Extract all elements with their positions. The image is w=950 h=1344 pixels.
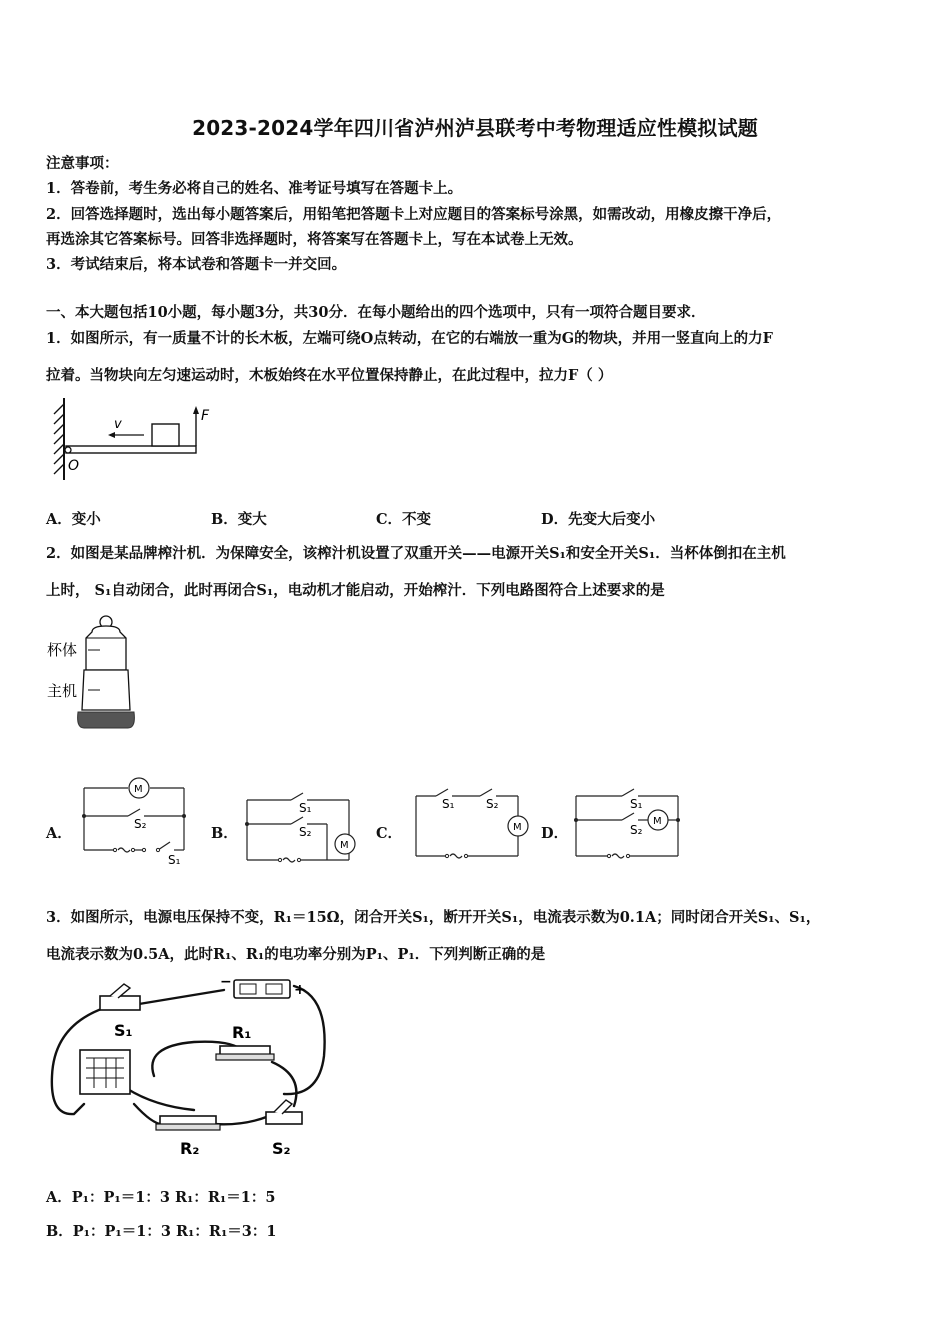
switch-s2-label: S₂	[486, 797, 499, 811]
battery-minus-label: −	[220, 976, 232, 990]
switch-s1-label: S₁	[114, 1021, 133, 1040]
circuit-d	[572, 786, 688, 864]
circuit-b	[243, 790, 359, 866]
notice-item: 3．考试结束后，将本试卷和答题卡一并交回。	[46, 256, 347, 273]
q3-circuit-figure	[44, 976, 334, 1166]
q1-lever-figure	[44, 396, 224, 482]
motor-label: M	[653, 816, 662, 827]
battery-plus-label: +	[294, 982, 306, 998]
switch-s2-label: S₂	[134, 817, 147, 831]
notice-heading: 注意事项：	[46, 155, 119, 172]
q2-option-c[interactable]: C．	[376, 825, 403, 842]
base-label: 主机	[47, 682, 78, 700]
q3-stem-line1: 3．如图所示，电源电压保持不变，R₁＝15Ω，闭合开关S₁，断开开关S₁，电流表示数为0.1A；同时闭合开关S₁、S₁，	[46, 909, 821, 926]
notice-item: 2．回答选择题时，选出每小题答案后，用铅笔把答题卡上对应题目的答案标号涂黑，如需改动，用橡皮擦干净后，	[46, 206, 782, 223]
cup-label: 杯体	[47, 641, 78, 659]
q1-stem-line2: 拉着。当物块向左匀速运动时，木板始终在水平位置保持静止，在此过程中，拉力F（ ）	[46, 367, 613, 384]
q2-stem-line1: 2．如图是某品牌榨汁机．为保障安全，该榨汁机设置了双重开关——电源开关S₁和安全开关S₁．当杯体倒扣在主机	[46, 545, 786, 562]
switch-s2-label: S₂	[299, 825, 312, 839]
switch-s1-label: S₁	[168, 853, 181, 867]
q2-stem-line2: 上时， S₁自动闭合，此时再闭合S₁，电动机才能启动，开始榨汁．下列电路图符合上述要求的是	[46, 582, 665, 599]
motor-label: M	[513, 822, 522, 833]
resistor-r1-label: R₁	[232, 1023, 252, 1042]
motor-label: M	[134, 784, 143, 795]
notice-item: 再选涂其它答案标号。回答非选择题时，将答案写在答题卡上，写在本试卷上无效。	[46, 231, 583, 248]
switch-s1-label: S₁	[299, 801, 312, 815]
notice-item: 1．答卷前，考生务必将自己的姓名、准考证号填写在答题卡上。	[46, 180, 463, 197]
q3-option-b[interactable]: B．P₁：P₁＝1：3 R₁：R₁＝3：1	[46, 1223, 277, 1240]
switch-s2-label: S₂	[272, 1139, 291, 1158]
resistor-r2-label: R₂	[180, 1139, 200, 1158]
q2-juicer-figure	[44, 612, 164, 736]
force-label: F	[201, 408, 210, 424]
circuit-a	[78, 776, 190, 868]
q1-stem-line1: 1．如图所示，有一质量不计的长木板，左端可绕O点转动，在它的右端放一重为G的物块，并用一竖直向上的力F	[46, 330, 773, 347]
page-title: 2023-2024学年四川省泸州泸县联考中考物理适应性模拟试题	[192, 116, 758, 140]
q1-option-b[interactable]: B．变大	[211, 511, 267, 528]
q1-option-d[interactable]: D．先变大后变小	[541, 511, 656, 528]
circuit-c	[410, 788, 530, 864]
section-heading: 一、本大题包括10小题，每小题3分，共30分．在每小题给出的四个选项中，只有一项符合题目要求．	[46, 304, 706, 321]
pivot-label: O	[68, 458, 80, 474]
q3-stem-line2: 电流表示数为0.5A，此时R₁、R₁的电功率分别为P₁、P₁．下列判断正确的是	[46, 946, 546, 963]
switch-s1-label: S₁	[442, 797, 455, 811]
motor-label: M	[340, 840, 349, 851]
q1-option-a[interactable]: A．变小	[46, 511, 101, 528]
q2-option-a[interactable]: A．	[46, 825, 72, 842]
q2-option-d[interactable]: D．	[541, 825, 569, 842]
q2-option-b[interactable]: B．	[211, 825, 238, 842]
switch-s2-label: S₂	[630, 823, 643, 837]
velocity-label: v	[114, 417, 122, 432]
q3-option-a[interactable]: A．P₁：P₁＝1：3 R₁：R₁＝1：5	[46, 1189, 276, 1206]
q1-option-c[interactable]: C．不变	[376, 511, 432, 528]
switch-s1-label: S₁	[630, 797, 643, 811]
